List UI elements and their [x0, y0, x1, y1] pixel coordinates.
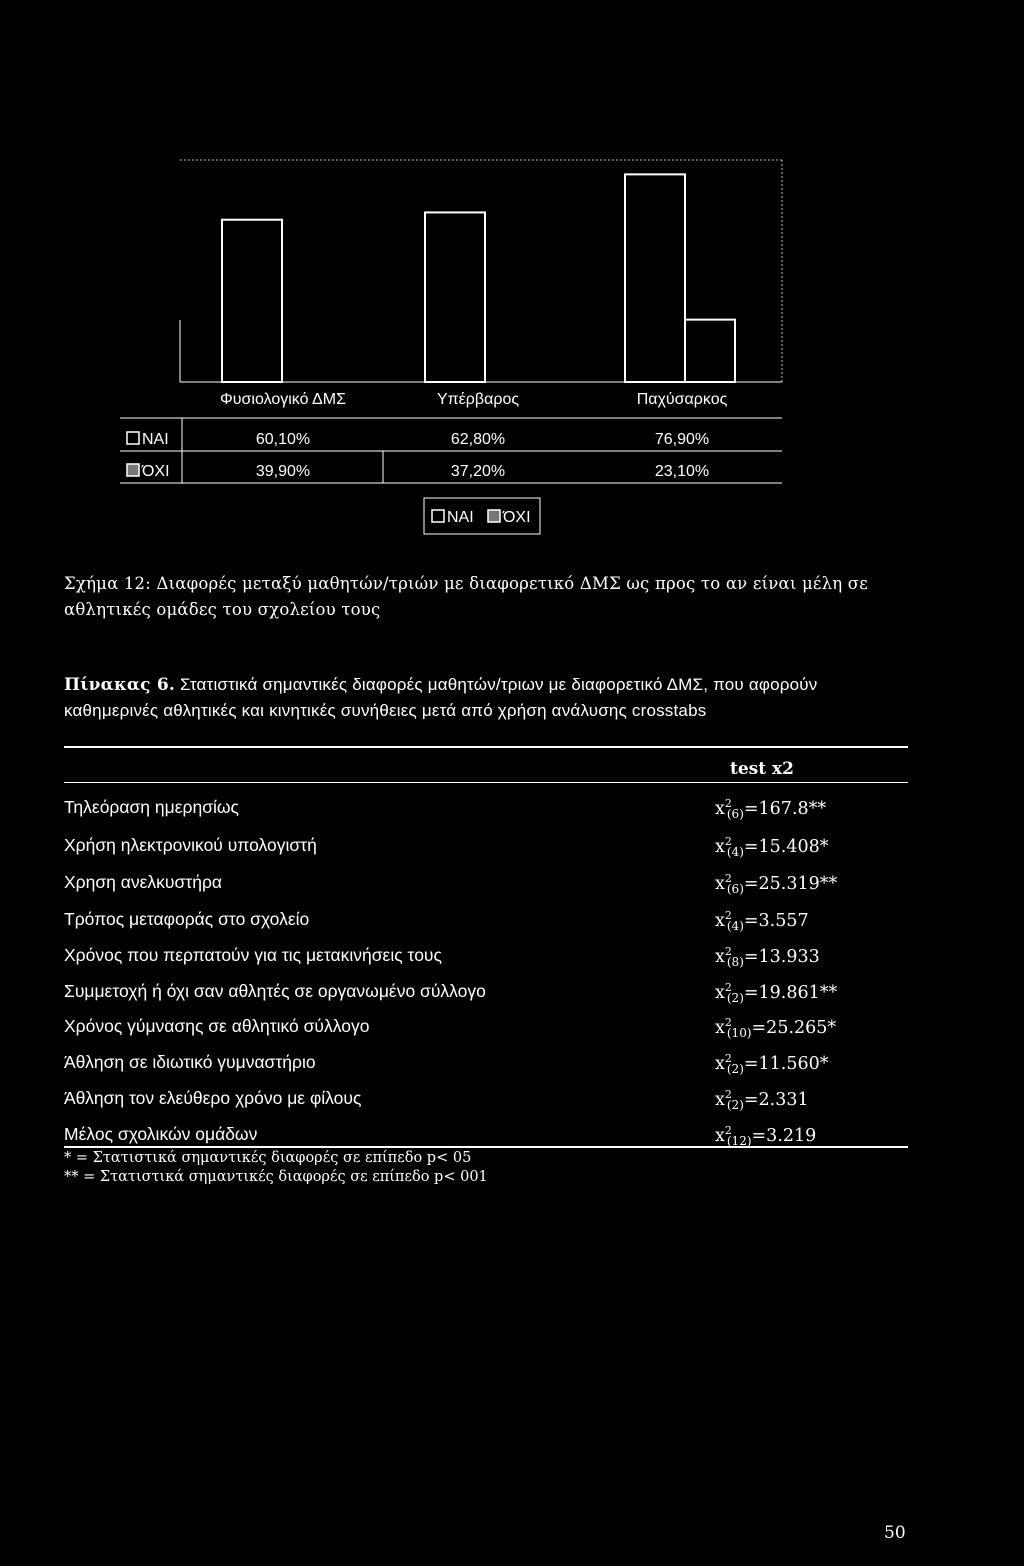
- table-bottom-rule: [64, 1146, 908, 1148]
- table-row-label: ΝΑΙ: [142, 431, 169, 448]
- row-value: $x^2_{(2)}=11.560*$: [715, 1052, 829, 1077]
- row-value: $x^2_{(8)}=13.933$: [715, 945, 820, 970]
- bar-nai: [425, 212, 485, 382]
- table-row: [64, 945, 914, 975]
- table-header: test x2: [730, 759, 794, 779]
- data-label: 60,10%: [255, 431, 311, 448]
- data-label: 62,80%: [450, 431, 506, 448]
- row-label: Χρηση ανελκυστήρα: [64, 872, 223, 892]
- table-title: [64, 672, 914, 724]
- data-label: 37,20%: [450, 463, 506, 480]
- footnote-1: * = Στατιστικά σημαντικές διαφορές σε επίπεδο p< 05: [64, 1150, 472, 1166]
- data-label: 23,10%: [654, 463, 710, 480]
- bar-nai: [222, 220, 282, 382]
- row-label: Μέλος σχολικών ομάδων: [64, 1124, 258, 1144]
- bar-chart: [0, 0, 1024, 560]
- row-label: Άθληση σε ιδιωτικό γυμναστήριο: [64, 1052, 316, 1072]
- table-row: [64, 872, 914, 902]
- footnote-2: ** = Στατιστικά σημαντικές διαφορές σε επίπεδο p< 001: [64, 1169, 488, 1185]
- figure-caption: Σχήμα 12: Διαφορές μεταξύ μαθητών/τριών με διαφορετικό ΔΜΣ ως προς το αν είναι μέλη σε αθλητικές ομάδες του σχολείου τους: [64, 574, 869, 619]
- row-label: Συμμετοχή ή όχι σαν αθλητές σε οργανωμένο σύλλογο: [64, 981, 486, 1001]
- table-row: [64, 909, 914, 939]
- table-row: [64, 1088, 914, 1118]
- row-label: Χρόνος που περπατούν για τις μετακινήσεις τους: [64, 945, 442, 965]
- row-value: $x^2_{(10)}=25.265*$: [715, 1016, 837, 1041]
- row-value: $x^2_{(6)}=25.319**$: [715, 872, 838, 897]
- bar-nai: [625, 174, 685, 382]
- legend-label: ΌΧΙ: [503, 509, 531, 526]
- data-label: 76,90%: [654, 431, 710, 448]
- swatch-nai: [127, 432, 139, 444]
- category-label: Φυσιολογικό ΔΜΣ: [220, 391, 346, 408]
- table-top-rule: [64, 746, 908, 748]
- row-label: Τηλεόραση ημερησίως: [64, 797, 239, 817]
- table-title-text: Στατιστικά σημαντικές διαφορές μαθητών/τριων με διαφορετικό ΔΜΣ, που αφορούν καθημερινές αθλητικές και κινητικές συνήθειες μετά από χρήση ανάλυσης crosstabs: [64, 675, 818, 720]
- page-number: 50: [884, 1523, 906, 1543]
- row-label: Άθληση τον ελεύθερο χρόνο με φίλους: [64, 1088, 362, 1108]
- row-value: $x^2_{(4)}=15.408*$: [715, 835, 829, 860]
- row-value: $x^2_{(2)}=19.861**$: [715, 981, 838, 1006]
- table-header-rule: [64, 782, 908, 783]
- data-label: 39,90%: [255, 463, 311, 480]
- table-row: [64, 981, 914, 1011]
- table-row-label: ΌΧΙ: [142, 463, 170, 480]
- table-title-label: Πίνακας 6.: [64, 675, 175, 695]
- row-label: Τρόπος μεταφοράς στο σχολείο: [64, 909, 310, 929]
- table-row: [64, 1052, 914, 1082]
- legend-label: ΝΑΙ: [447, 509, 474, 526]
- row-value: $x^2_{(2)}=2.331$: [715, 1088, 809, 1113]
- table-row: [64, 1016, 914, 1046]
- row-value: $x^2_{(6)}=167.8**$: [715, 797, 827, 822]
- bar-oxi: [685, 320, 735, 382]
- table-row: [64, 835, 914, 865]
- category-label: Υπέρβαρος: [436, 391, 520, 408]
- legend-swatch-oxi: [488, 510, 500, 522]
- row-value: $x^2_{(4)}=3.557$: [715, 909, 809, 934]
- category-label: Παχύσαρκος: [636, 391, 728, 408]
- row-label: Χρόνος γύμνασης σε αθλητικό σύλλογο: [64, 1016, 370, 1036]
- table-row: [64, 797, 914, 827]
- row-label: Χρήση ηλεκτρονικού υπολογιστή: [64, 835, 317, 855]
- swatch-oxi: [127, 464, 139, 476]
- row-value: $x^2_{(12)}=3.219$: [715, 1124, 817, 1149]
- legend-swatch-nai: [432, 510, 444, 522]
